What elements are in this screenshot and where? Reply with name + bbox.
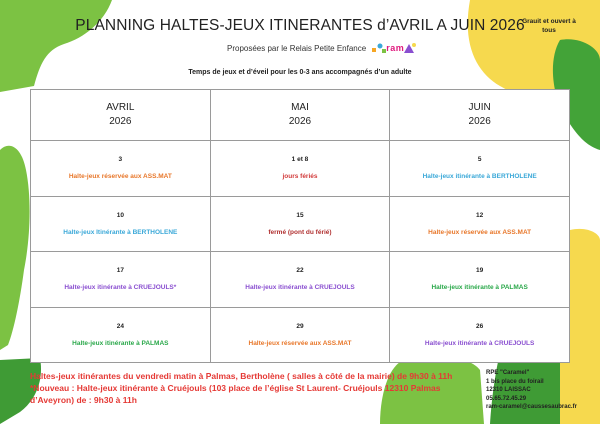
schedule-cell	[210, 196, 390, 252]
table-row	[31, 307, 570, 363]
day-number: 29	[296, 322, 304, 330]
day-number: 19	[476, 267, 484, 275]
month-name: AVRIL	[106, 102, 135, 113]
event-label: Halte-jeux itinérante à CRUEJOULS	[424, 339, 535, 347]
logo-text: ram	[386, 43, 405, 53]
schedule-cell	[31, 307, 211, 363]
event-label: Halte-jeux réservée aux ASS.MAT	[68, 173, 172, 181]
contact-block	[486, 369, 577, 412]
month-name: MAI	[291, 102, 309, 113]
event-label: Halte-jeux itinérante à BERTHOLENE	[422, 173, 537, 181]
free-badge: Grauit et ouvert à tous	[522, 18, 576, 34]
schedule-cell	[31, 196, 211, 252]
green-blob-top-left	[0, 0, 112, 92]
schedule-cell	[210, 141, 390, 197]
contact-address: 1 bis place du foirail	[486, 378, 544, 385]
footer-note-line: Haltes-jeux itinérantes du vendredi matin à Palmas, Bertholène ( salles à côté de la mairie) de 9h30 à 11h	[30, 371, 453, 381]
contact-email: ram-caramel@caussesaubrac.fr	[486, 404, 577, 410]
schedule-cell	[31, 141, 211, 197]
footer-note-line: *Nouveau : Halte-jeux itinérante à Cruéjouls (103 place de l’église St Laurent- Cruéjouls 12310 Palmas d’Aveyron) de : 9h30 à 11h	[30, 383, 441, 405]
event-label: jours fériés	[282, 173, 318, 181]
page-title: PLANNING HALTES-JEUX ITINERANTES d’AVRIL A JUIN 2026	[75, 17, 525, 34]
event-label: Halte-jeux itinérante à CRUEJOULS*	[64, 284, 177, 292]
month-header-april	[31, 90, 211, 141]
schedule-cell	[390, 307, 570, 363]
subtitle: Proposées par le Relais Petite Enfance	[227, 43, 367, 53]
green-blob-left	[0, 146, 30, 350]
day-number: 26	[476, 322, 484, 330]
month-name: JUIN	[468, 102, 491, 113]
event-label: Halte-jeux Itinérante à BERTHOLENE	[63, 228, 178, 236]
contact-city: 12310 LAISSAC	[486, 387, 531, 393]
event-label: fermé (pont du férié)	[268, 228, 332, 236]
table-row	[31, 252, 570, 308]
table-row	[31, 196, 570, 252]
event-label: Halte-jeux réservée aux ASS.MAT	[248, 339, 352, 347]
day-number: 15	[296, 211, 304, 219]
day-number: 24	[116, 322, 124, 330]
month-header-june	[390, 90, 570, 141]
month-year: 2026	[468, 116, 491, 127]
subtitle-row	[227, 41, 416, 55]
tagline: Temps de jeux et d’éveil pour les 0-3 ans accompagnés d’un adulte	[188, 69, 412, 76]
day-number: 5	[477, 156, 482, 164]
schedule-cell	[210, 307, 390, 363]
table-row	[31, 141, 570, 197]
schedule-cell	[390, 196, 570, 252]
month-header-may	[210, 90, 390, 141]
month-header-row	[31, 90, 570, 141]
planning-table	[30, 89, 570, 363]
day-number: 22	[296, 267, 304, 275]
month-year: 2026	[288, 116, 312, 127]
event-label: Halte-jeux itinérante à PALMAS	[72, 339, 169, 347]
schedule-cell	[390, 252, 570, 308]
contact-phone: 05.65.72.45.29	[486, 395, 527, 402]
footer-note	[30, 370, 460, 406]
schedule-cell	[390, 141, 570, 197]
schedule-cell	[210, 252, 390, 308]
logo-shapes-icon-right	[404, 42, 416, 54]
day-number: 12	[476, 211, 484, 219]
schedule-cell	[31, 252, 211, 308]
day-number: 10	[116, 211, 124, 219]
event-label: Halte-jeux réservée aux ASS.MAT	[428, 228, 532, 236]
day-number: 3	[118, 156, 123, 164]
month-year: 2026	[109, 116, 132, 127]
contact-name: RPE "Caramel"	[486, 370, 530, 376]
event-label: Halte-jeux itinérante à CRUEJOULS	[245, 284, 355, 292]
day-number: 1 et 8	[291, 156, 309, 164]
logo-shapes-icon	[372, 42, 386, 54]
ram-logo	[372, 42, 416, 54]
day-number: 17	[116, 267, 124, 275]
event-label: Halte-jeux itinérante à PALMAS	[431, 284, 528, 292]
